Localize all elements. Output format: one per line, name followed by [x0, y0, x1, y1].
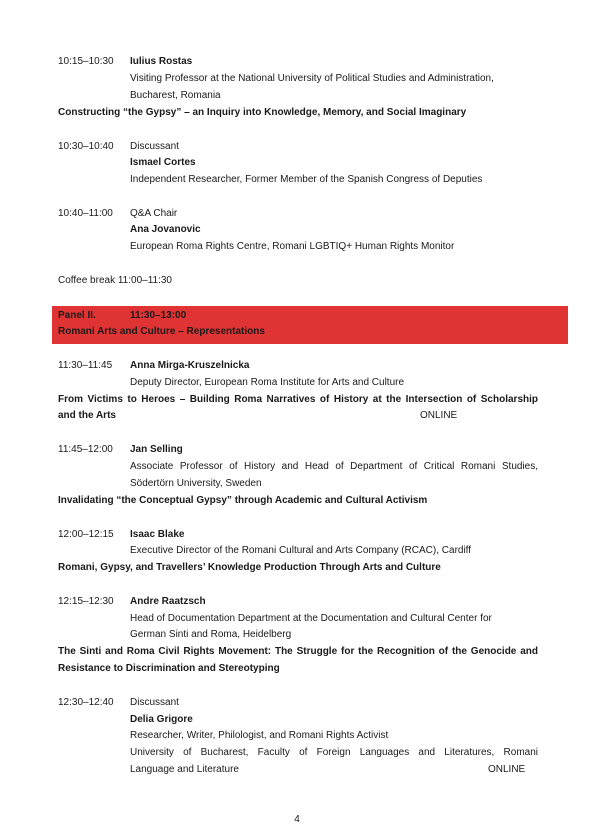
speaker-affiliation: Researcher, Writer, Philologist, and Romani Rights Activist [130, 730, 389, 741]
session-time: 10:15–10:30 [58, 56, 114, 67]
speaker-affiliation: Visiting Professor at the National University of Political Studies and Administration, [130, 73, 494, 84]
talk-title: Resistance to Discrimination and Stereotyping [58, 663, 280, 674]
panel-time: 11:30–13:00 [130, 310, 187, 321]
online-tag: ONLINE [420, 410, 458, 421]
session-role: Discussant [130, 141, 179, 152]
coffee-break: Coffee break 11:00–11:30 [58, 275, 172, 286]
speaker-name: Anna Mirga-Kruszelnicka [130, 360, 250, 371]
panel-label: Panel II. [58, 310, 96, 321]
talk-title: From Victims to Heroes – Building Roma Narratives of History at the Intersection of Scholarship [58, 394, 538, 405]
speaker-name: Ismael Cortes [130, 157, 196, 168]
speaker-affiliation: Independent Researcher, Former Member of the Spanish Congress of Deputies [130, 174, 483, 185]
talk-title: Romani, Gypsy, and Travellers’ Knowledge Production Through Arts and Culture [58, 562, 441, 573]
talk-title: Constructing “the Gypsy” – an Inquiry into Knowledge, Memory, and Social Imaginary [58, 107, 467, 118]
panel-title: Romani Arts and Culture – Representations [58, 326, 265, 337]
panel-header [52, 306, 568, 344]
session-role: Discussant [130, 697, 179, 708]
speaker-affiliation: Language and Literature [130, 764, 239, 775]
speaker-affiliation: Associate Professor of History and Head of Department of Critical Romani Studies, [130, 461, 538, 472]
session-time: 12:00–12:15 [58, 529, 114, 540]
speaker-affiliation: Södertörn University, Sweden [130, 478, 262, 489]
talk-title: The Sinti and Roma Civil Rights Movement: The Struggle for the Recognition of the Genocide and [58, 646, 538, 657]
session-time: 10:40–11:00 [58, 208, 113, 219]
speaker-name: Isaac Blake [130, 529, 185, 540]
speaker-affiliation: Bucharest, Romania [130, 90, 221, 101]
speaker-name: Andre Raatzsch [130, 596, 206, 607]
speaker-name: Ana Jovanovic [130, 224, 201, 235]
session-time: 11:30–11:45 [58, 360, 113, 371]
talk-title: and the Arts [58, 410, 116, 421]
online-tag: ONLINE [488, 764, 526, 775]
speaker-name: Delia Grigore [130, 714, 193, 725]
speaker-affiliation: University of Bucharest, Faculty of Foreign Languages and Literatures, Romani [130, 747, 538, 758]
speaker-affiliation: European Roma Rights Centre, Romani LGBTIQ+ Human Rights Monitor [130, 241, 455, 252]
session-time: 12:15–12:30 [58, 596, 114, 607]
speaker-name: Jan Selling [130, 444, 183, 455]
session-time: 11:45–12:00 [58, 444, 113, 455]
speaker-affiliation: Deputy Director, European Roma Institute for Arts and Culture [130, 377, 405, 388]
speaker-affiliation: Executive Director of the Romani Cultural and Arts Company (RCAC), Cardiff [130, 545, 472, 556]
session-role: Q&A Chair [130, 208, 178, 219]
session-time: 10:30–10:40 [58, 141, 114, 152]
speaker-affiliation: Head of Documentation Department at the Documentation and Cultural Center for [130, 613, 492, 624]
talk-title: Invalidating “the Conceptual Gypsy” through Academic and Cultural Activism [58, 495, 428, 506]
page-number: 4 [294, 814, 300, 825]
speaker-affiliation: German Sinti and Roma, Heidelberg [130, 629, 292, 640]
speaker-name: Iulius Rostas [130, 56, 193, 67]
session-time: 12:30–12:40 [58, 697, 114, 708]
